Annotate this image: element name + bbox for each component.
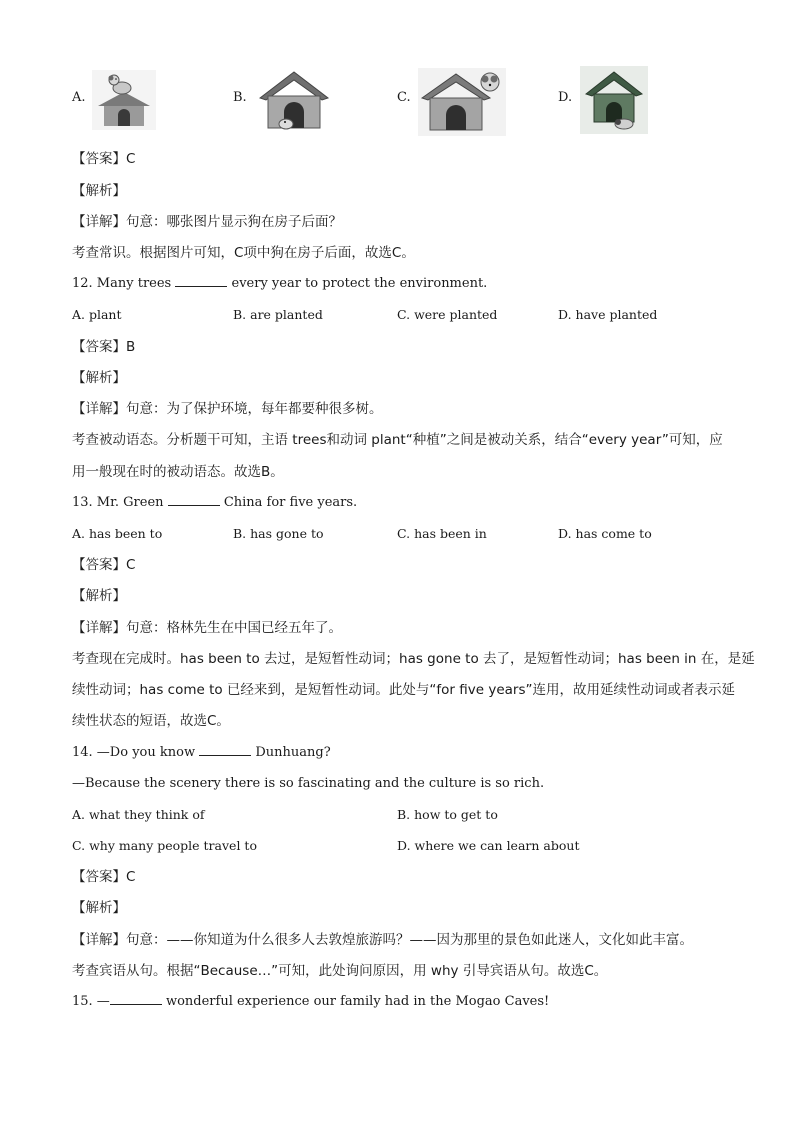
q13-option-c[interactable]: C. has been in (397, 526, 487, 541)
doghouse-dog-inside-icon (256, 68, 332, 132)
q12-stem-before: 12. Many trees (72, 276, 172, 291)
q11-analysis-heading: 【解析】 (72, 183, 126, 199)
q14-option-c[interactable]: C. why many people travel to (72, 838, 257, 853)
q14-answer: 【答案】C (72, 869, 136, 885)
q14-option-b[interactable]: B. how to get to (397, 807, 498, 822)
q15-stem-after: wonderful experience our family had in the Mogao Caves! (165, 994, 550, 1009)
doghouse-dog-in-front-icon (580, 66, 648, 134)
q13-detail: 【详解】句意：格林先生在中国已经五年了。 (72, 620, 342, 636)
q11-option-b-label[interactable]: B. (233, 90, 247, 105)
q14-reply: —Because the scenery there is so fascinating and the culture is so rich. (72, 776, 545, 791)
doghouse-dog-behind-icon (418, 68, 506, 136)
q13-stem-after: China for five years. (223, 495, 358, 510)
q14-stem-before: 14. —Do you know (72, 745, 196, 760)
q12-stem (72, 274, 487, 294)
q12-blank (175, 274, 227, 287)
q15-blank (110, 992, 162, 1005)
q12-explanation-line-2: 用一般现在时的被动语态。故选B。 (72, 464, 284, 480)
q14-option-d[interactable]: D. where we can learn about (397, 838, 580, 853)
q13-explanation-line-1: 考查现在完成时。has been to 去过，是短暂性动词；has gone to 去了，是短暂性动词；has been in 在，是延 (72, 651, 755, 667)
q13-stem (72, 493, 357, 513)
q13-option-d[interactable]: D. has come to (558, 526, 652, 541)
q12-answer: 【答案】B (72, 339, 136, 355)
q11-explanation: 考查常识。根据图片可知，C项中狗在房子后面，故选C。 (72, 245, 415, 261)
q12-option-d[interactable]: D. have planted (558, 307, 658, 322)
q15-stem-before: 15. — (72, 994, 110, 1009)
q13-analysis-heading: 【解析】 (72, 588, 126, 604)
q11-option-c-label[interactable]: C. (397, 90, 411, 105)
q14-blank (199, 743, 251, 756)
q12-detail: 【详解】句意：为了保护环境，每年都要种很多树。 (72, 401, 383, 417)
q14-detail: 【详解】句意：——你知道为什么很多人去敦煌旅游吗？——因为那里的景色如此迷人，文化如此丰富。 (72, 932, 693, 948)
q11-option-a-label[interactable]: A. (72, 90, 86, 105)
q13-explanation-line-2: 续性动词；has come to 已经来到，是短暂性动词。此处与“for five years”连用，故用延续性动词或者表示延 (72, 682, 736, 698)
q14-explanation: 考查宾语从句。根据“Because…”可知，此处询问原因，用 why 引导宾语从句。故选C。 (72, 963, 608, 979)
q11-answer: 【答案】C (72, 151, 136, 167)
q14-analysis-heading: 【解析】 (72, 900, 126, 916)
doghouse-dog-on-roof-icon (92, 70, 156, 130)
q11-detail: 【详解】句意：哪张图片显示狗在房子后面？ (72, 214, 342, 230)
q12-stem-after: every year to protect the environment. (231, 276, 488, 291)
q14-option-a[interactable]: A. what they think of (72, 807, 205, 822)
q11-option-d-label[interactable]: D. (558, 90, 573, 105)
q12-option-a[interactable]: A. plant (72, 307, 122, 322)
q13-stem-before: 13. Mr. Green (72, 495, 164, 510)
q13-option-b[interactable]: B. has gone to (233, 526, 324, 541)
q14-stem-after: Dunhuang? (255, 745, 331, 760)
q13-blank (168, 493, 220, 506)
q13-explanation-line-3: 续性状态的短语，故选C。 (72, 713, 230, 729)
q13-option-a[interactable]: A. has been to (72, 526, 163, 541)
q14-stem (72, 743, 331, 763)
q12-option-b[interactable]: B. are planted (233, 307, 323, 322)
q12-option-c[interactable]: C. were planted (397, 307, 498, 322)
q12-analysis-heading: 【解析】 (72, 370, 126, 386)
q13-answer: 【答案】C (72, 557, 136, 573)
q15-stem (72, 992, 549, 1012)
q12-explanation-line-1: 考查被动语态。分析题干可知，主语 trees和动词 plant“种植”之间是被动关系，结合“every year”可知，应 (72, 432, 723, 448)
